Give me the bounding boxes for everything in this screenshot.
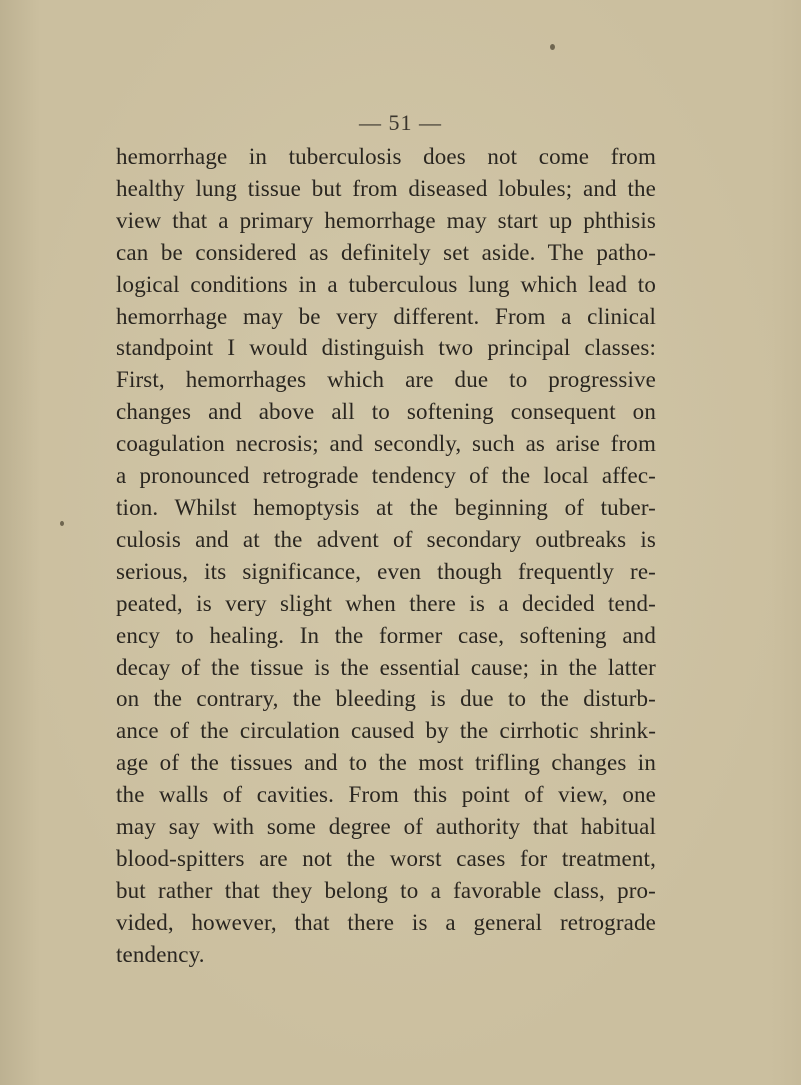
text-line: logical conditions in a tuberculous lung which lead to xyxy=(116,271,656,297)
text-line: coagulation necrosis; and secondly, such as arise from xyxy=(116,431,656,457)
page-number: — 51 — xyxy=(359,110,442,135)
text-line: healthy lung tissue but from diseased lobules; and the xyxy=(116,175,656,201)
text-line: changes and above all to softening consequent on xyxy=(116,399,656,425)
text-line: culosis and at the advent of secondary outbreaks is xyxy=(116,526,656,552)
paper-speck xyxy=(550,44,555,50)
text-line: vided, however, that there is a general retrograde xyxy=(116,909,656,935)
paper-speck xyxy=(60,521,64,526)
text-line: but rather that they belong to a favorable class, pro- xyxy=(116,877,656,903)
text-line: tion. Whilst hemoptysis at the beginning of tuber- xyxy=(116,494,656,520)
text-line: decay of the tissue is the essential cause; in the latter xyxy=(116,654,656,680)
text-line: peated, is very slight when there is a decided tend- xyxy=(116,590,656,616)
text-line: ency to healing. In the former case, softening and xyxy=(116,622,656,648)
text-line: serious, its significance, even though frequently re- xyxy=(116,558,656,584)
text-line: may say with some degree of authority that habitual xyxy=(116,814,656,840)
body-paragraph xyxy=(116,141,656,971)
text-line: First, hemorrhages which are due to progressive xyxy=(116,367,656,393)
text-line: hemorrhage in tuberculosis does not come from xyxy=(116,144,656,169)
text-line: the walls of cavities. From this point of view, one xyxy=(116,782,656,808)
text-line: can be considered as definitely set aside. The patho- xyxy=(116,239,656,265)
text-line: blood-spitters are not the worst cases for treatment, xyxy=(116,845,656,871)
text-line: age of the tissues and to the most trifling changes in xyxy=(116,750,656,776)
text-line: on the contrary, the bleeding is due to the disturb- xyxy=(116,686,656,712)
text-line: hemorrhage may be very different. From a clinical xyxy=(116,303,656,329)
text-line: standpoint I would distinguish two principal classes: xyxy=(116,335,656,361)
text-line: tendency. xyxy=(116,941,205,967)
text-line: ance of the circulation caused by the cirrhotic shrink- xyxy=(116,718,656,744)
text-line: a pronounced retrograde tendency of the local affec- xyxy=(116,463,656,489)
text-line: view that a primary hemorrhage may start up phthisis xyxy=(116,207,656,233)
